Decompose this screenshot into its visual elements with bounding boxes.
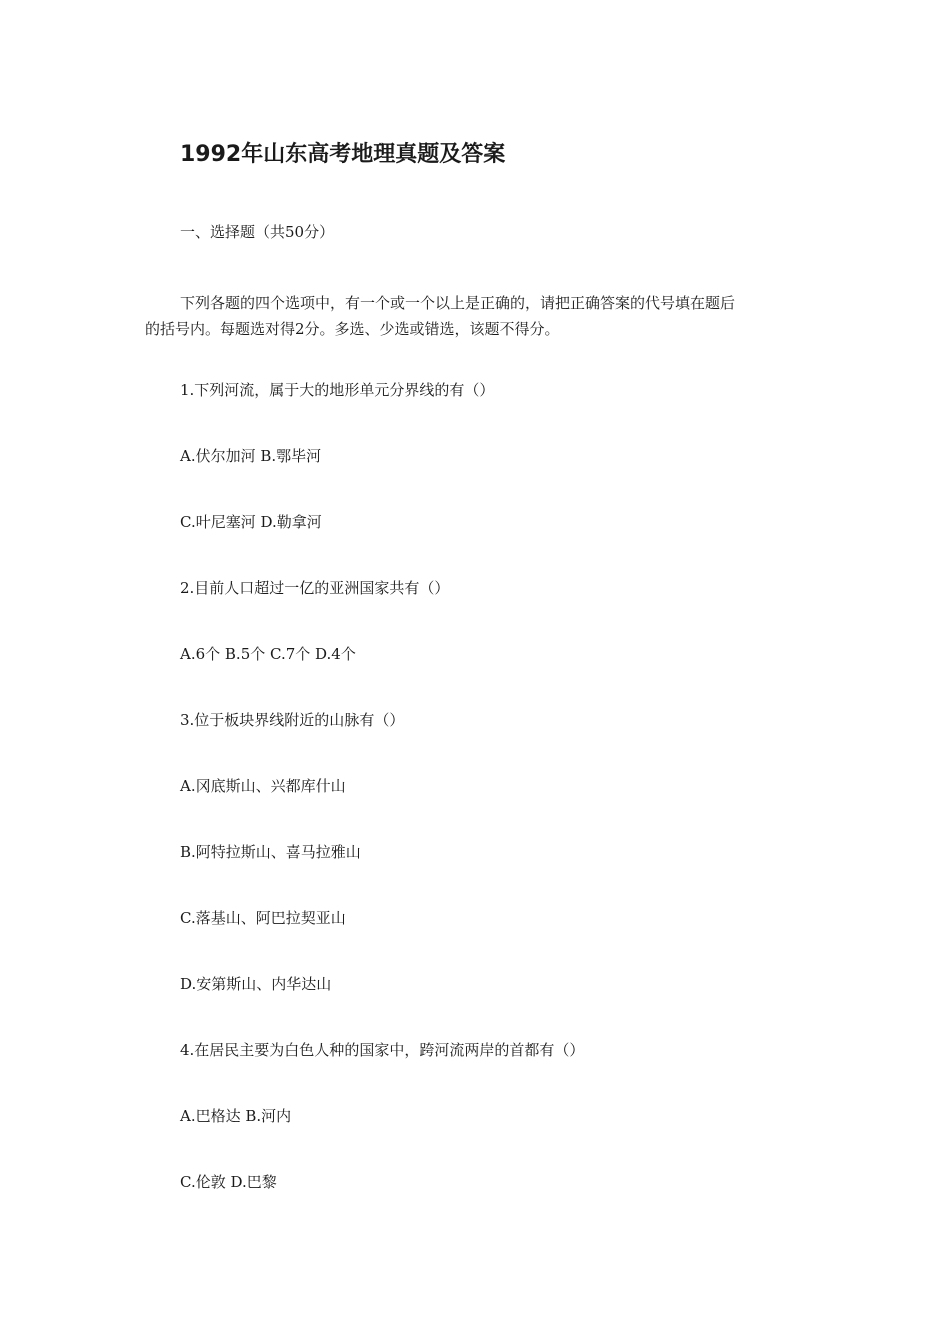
- question-3-stem: 3.位于板块界线附近的山脉有（）: [180, 711, 405, 729]
- section-heading: 一、选择题（共50分）: [180, 223, 335, 241]
- question-1-option-line-2: C.叶尼塞河 D.勒拿河: [180, 513, 322, 531]
- question-2-option-line-1: A.6个 B.5个 C.7个 D.4个: [180, 645, 356, 663]
- question-3-option-b: B.阿特拉斯山、喜马拉雅山: [180, 843, 361, 861]
- question-3-option-c: C.落基山、阿巴拉契亚山: [180, 909, 346, 927]
- question-1-stem: 1.下列河流，属于大的地形单元分界线的有（）: [180, 381, 495, 399]
- question-2-stem: 2.目前人口超过一亿的亚洲国家共有（）: [180, 579, 450, 597]
- instructions-line-1: 下列各题的四个选项中，有一个或一个以上是正确的，请把正确答案的代号填在题后: [180, 294, 736, 312]
- question-4-option-line-2: C.伦敦 D.巴黎: [180, 1173, 277, 1191]
- question-1-option-line-1: A.伏尔加河 B.鄂毕河: [180, 447, 322, 465]
- question-4-option-line-1: A.巴格达 B.河内: [180, 1107, 292, 1125]
- question-4-stem: 4.在居民主要为白色人种的国家中，跨河流两岸的首都有（）: [180, 1041, 585, 1059]
- page-title: 1992年山东高考地理真题及答案: [180, 142, 506, 167]
- instructions-paragraph: [145, 290, 810, 342]
- instructions-line-2: 的括号内。每题选对得2分。多选、少选或错选，该题不得分。: [145, 320, 560, 338]
- question-3-option-d: D.安第斯山、内华达山: [180, 975, 332, 993]
- question-3-option-a: A.冈底斯山、兴都库什山: [180, 777, 346, 795]
